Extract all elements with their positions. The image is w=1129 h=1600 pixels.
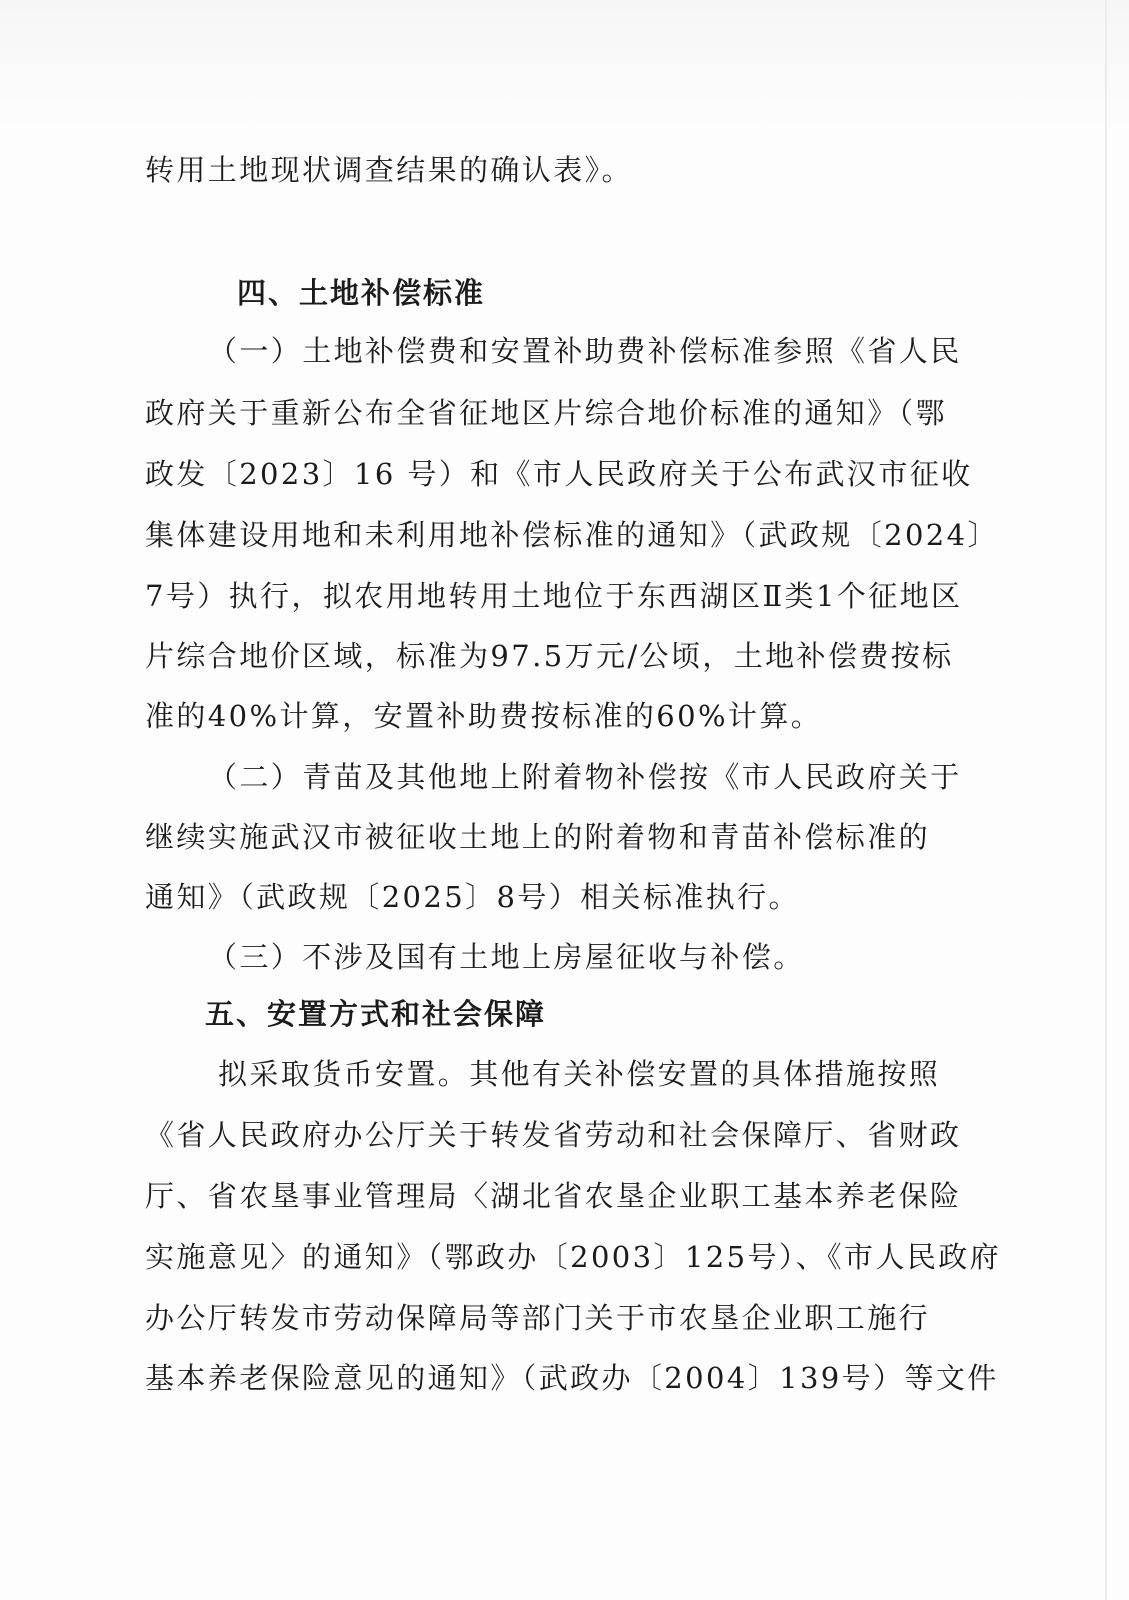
paragraph-line: （二）青苗及其他地上附着物补偿按《市人民政府关于: [208, 760, 962, 794]
paragraph-line: （三）不涉及国有土地上房屋征收与补偿。: [208, 940, 805, 974]
section-heading-resettlement: 五、安置方式和社会保障: [205, 997, 547, 1031]
paragraph-line: 厅、省农垦事业管理局〈湖北省农垦企业职工基本养老保险: [145, 1179, 962, 1213]
scan-shadow: [0, 0, 1129, 130]
text-line: 转用土地现状调查结果的确认表》。: [145, 153, 633, 187]
section-heading-land-compensation: 四、土地补偿标准: [237, 276, 486, 310]
paragraph-line: 7号）执行，拟农用地转用土地位于东西湖区Ⅱ类1个征地区: [145, 579, 963, 613]
paragraph-line: 基本养老保险意见的通知》（武政办〔2004〕139号）等文件: [145, 1361, 999, 1395]
paragraph-line: 准的40%计算，安置补助费按标准的60%计算。: [145, 699, 823, 733]
paragraph-line: 通知》（武政规〔2025〕8号）相关标准执行。: [145, 880, 800, 914]
paragraph-line: 政发〔2023〕16 号）和《市人民政府关于公布武汉市征收: [145, 457, 973, 491]
paragraph-line: 政府关于重新公布全省征地区片综合地价标准的通知》（鄂: [145, 396, 947, 430]
paragraph-line: 《省人民政府办公厅关于转发省劳动和社会保障厅、省财政: [145, 1118, 962, 1152]
paragraph-line: 办公厅转发市劳动保障局等部门关于市农垦企业职工施行: [145, 1301, 931, 1335]
paragraph-line: 拟采取货币安置。其他有关补偿安置的具体措施按照: [218, 1057, 941, 1091]
paragraph-line: （一）土地补偿费和安置补助费补偿标准参照《省人民: [208, 334, 962, 368]
paragraph-line: 集体建设用地和未利用地补偿标准的通知》（武政规〔2024〕: [145, 518, 999, 552]
scan-edge-line: [1105, 0, 1107, 1600]
paragraph-line: 片综合地价区域，标准为97.5万元/公顷，土地补偿费按标: [145, 639, 954, 673]
paragraph-line: 实施意见〉的通知》（鄂政办〔2003〕125号）、《市人民政府: [145, 1240, 1002, 1274]
paragraph-line: 继续实施武汉市被征收土地上的附着物和青苗补偿标准的: [145, 820, 931, 854]
